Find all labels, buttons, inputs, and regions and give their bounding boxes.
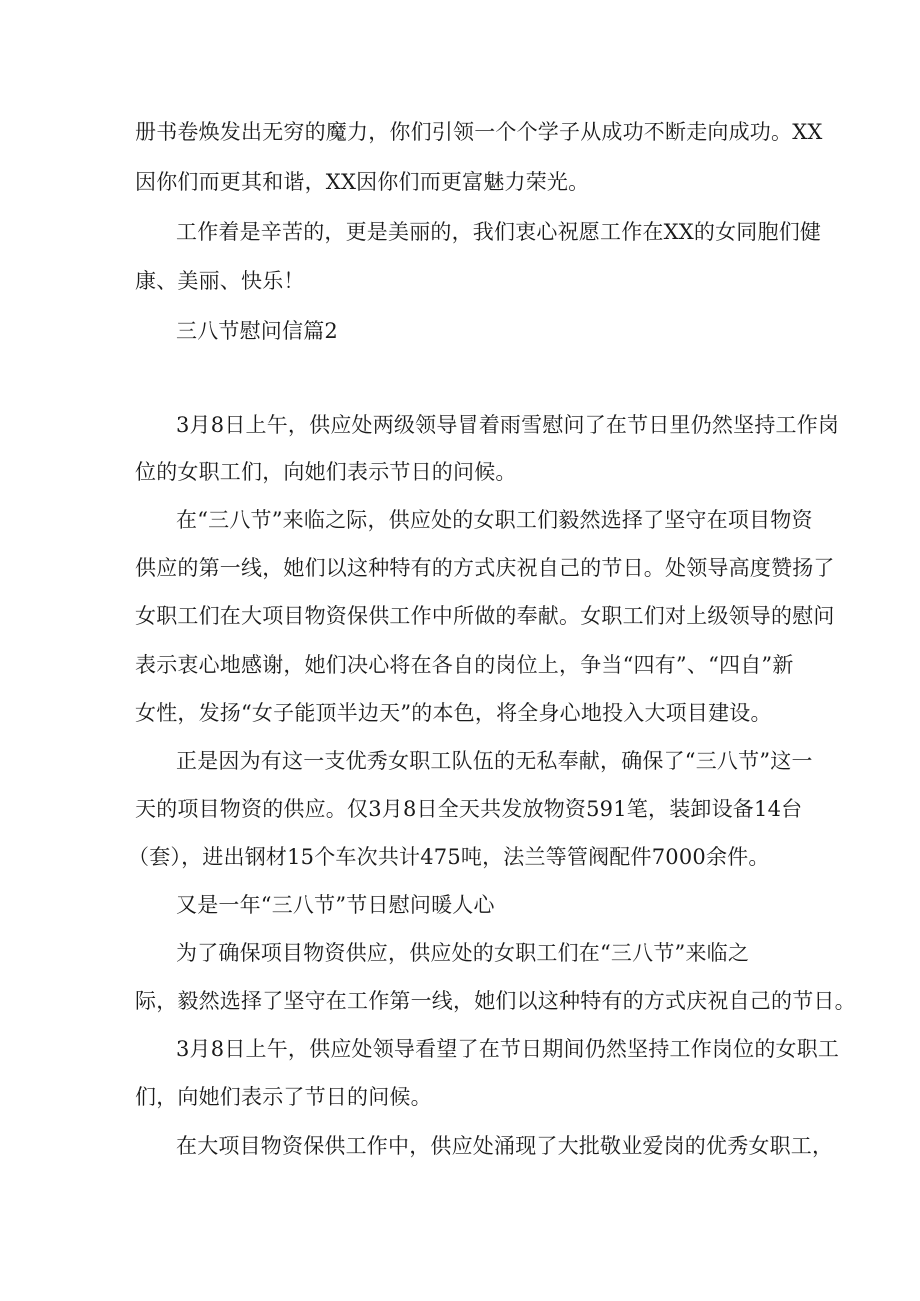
text-line: 工作着是辛苦的，更是美丽的，我们衷心祝愿工作在XX的女同胞们健 — [176, 220, 822, 244]
text-line: （套），进出钢材15个车次共计475吨，法兰等管阀配件7000余件。 — [128, 845, 770, 869]
section-heading: 三八节慰问信篇2 — [176, 319, 338, 343]
text-line: 女职工们在大项目物资保供工作中所做的奉献。女职工们对上级领导的慰问 — [135, 604, 835, 628]
text-line: 正是因为有这一支优秀女职工队伍的无私奉献，确保了“三八节”这一 — [176, 749, 813, 773]
text-line: 位的女职工们，向她们表示节日的问候。 — [135, 460, 517, 484]
text-line: 供应的第一线，她们以这种特有的方式庆祝自己的节日。处领导高度赞扬了 — [135, 556, 835, 580]
text-line: 女性，发扬“女子能顶半边天”的本色，将全身心地投入大项目建设。 — [135, 701, 772, 725]
text-line: 3月8日上午，供应处领导看望了在节日期间仍然坚持工作岗位的女职工 — [176, 1037, 840, 1061]
text-line: 们，向她们表示了节日的问候。 — [135, 1085, 432, 1109]
text-line: 天的项目物资的供应。仅3月8日全天共发放物资591笔，装卸设备14台 — [135, 797, 803, 821]
text-line: 因你们而更其和谐，XX因你们而更富魅力荣光。 — [135, 170, 590, 194]
text-line: 为了确保项目物资供应，供应处的女职工们在“三八节”来临之 — [176, 941, 750, 965]
text-line: 3月8日上午，供应处两级领导冒着雨雪慰问了在节日里仍然坚持工作岗 — [176, 413, 840, 437]
text-line: 际，毅然选择了坚守在工作第一线，她们以这种特有的方式庆祝自己的节日。 — [135, 989, 856, 1013]
text-line: 册书卷焕发出无穷的魔力，你们引领一个个学子从成功不断走向成功。XX — [135, 120, 823, 144]
text-line: 康、美丽、快乐！ — [135, 269, 305, 293]
text-line: 在大项目物资保供工作中，供应处涌现了大批敬业爱岗的优秀女职工， — [176, 1134, 834, 1158]
text-line: 在“三八节”来临之际，供应处的女职工们毅然选择了坚守在项目物资 — [176, 508, 813, 532]
section-heading: 又是一年“三八节”节日慰问暖人心 — [176, 893, 495, 917]
text-line: 表示衷心地感谢，她们决心将在各自的岗位上，争当“四有”、“四自”新 — [135, 653, 794, 677]
